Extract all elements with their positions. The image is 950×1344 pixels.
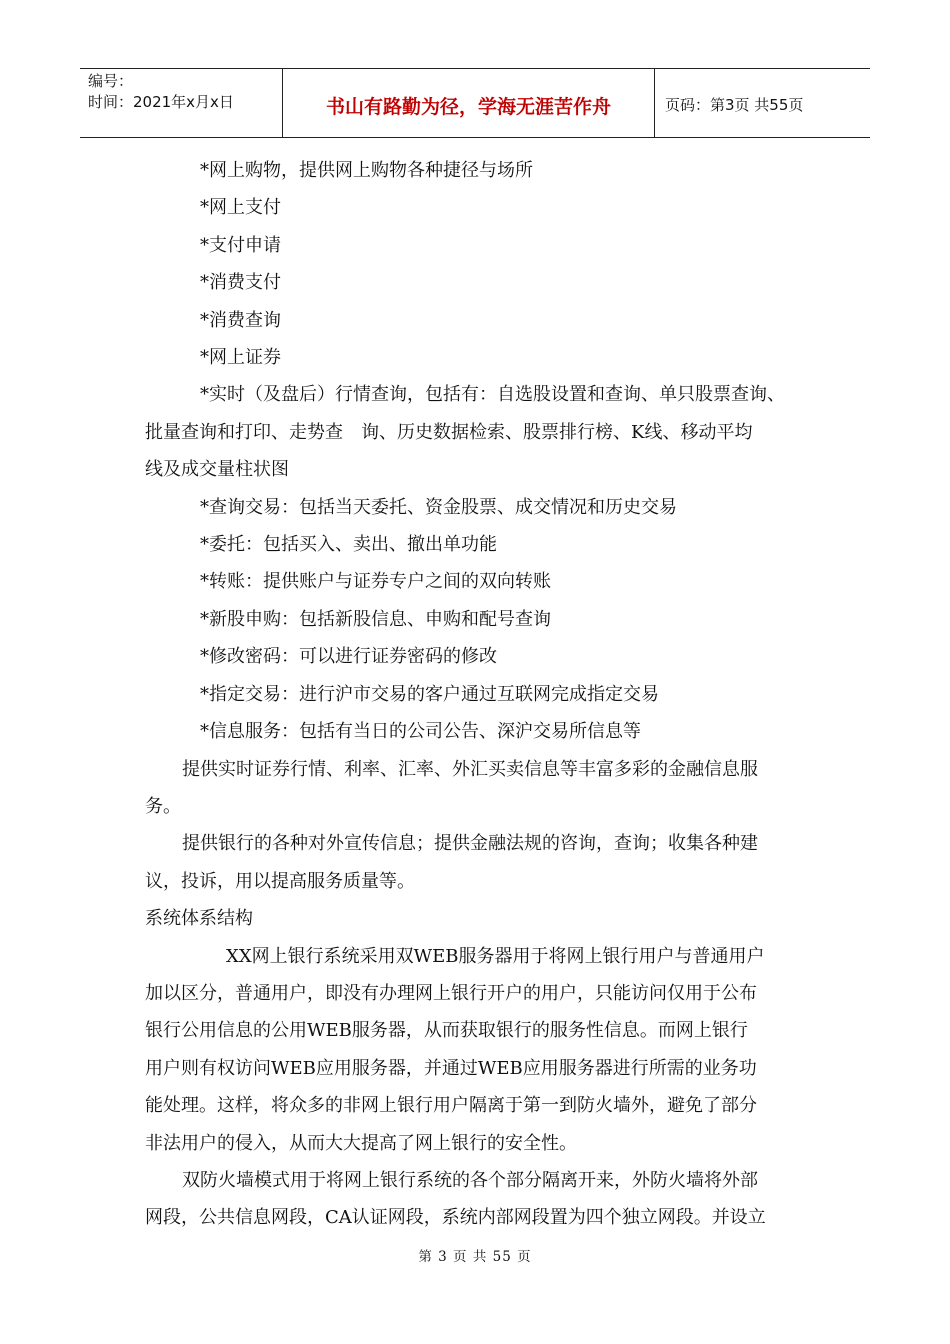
date-label: 时间：2021年x月x日: [88, 93, 234, 111]
paragraph-web-servers-5: 能处理。这样，将众多的非网上银行用户隔离于第一到防火墙外，避免了部分: [145, 1095, 757, 1117]
paragraph-financial-info: 提供实时证券行情、利率、汇率、外汇买卖信息等丰富多彩的金融信息服: [182, 758, 758, 780]
bullet-designated-trade: *指定交易：进行沪市交易的客户通过互联网完成指定交易: [200, 683, 659, 705]
bullet-ipo-subscription: *新股申购：包括新股信息、申购和配号查询: [200, 608, 551, 630]
bullet-realtime-quotes: *实时（及盘后）行情查询，包括有：自选股设置和查询、单只股票查询、: [200, 384, 785, 406]
realtime-quotes-continued-2: 线及成交量柱状图: [145, 459, 289, 481]
header-meta: [80, 69, 283, 137]
bullet-consumer-payment: *消费支付: [200, 272, 281, 294]
bullet-entrust: *委托：包括买入、卖出、撤出单功能: [200, 534, 497, 556]
page-header: [80, 68, 870, 138]
paragraph-web-servers-3: 银行公用信息的公用WEB服务器，从而获取银行的服务性信息。而网上银行: [145, 1020, 748, 1042]
bullet-change-password: *修改密码：可以进行证券密码的修改: [200, 646, 497, 668]
section-title: 系统体系结构: [145, 908, 253, 930]
paragraph-firewall-2: 网段，公共信息网段，CA认证网段，系统内部网段置为四个独立网段。并设立: [145, 1207, 766, 1229]
bullet-consumer-query: *消费查询: [200, 309, 281, 331]
paragraph-web-servers-4: 用户则有权访问WEB应用服务器，并通过WEB应用服务器进行所需的业务功: [145, 1057, 757, 1079]
header-motto: 书山有路勤为径，学海无涯苦作舟: [283, 69, 655, 137]
bullet-online-payment: *网上支付: [200, 197, 281, 219]
bullet-trade-query: *查询交易：包括当天委托、资金股票、成交情况和历史交易: [200, 496, 677, 518]
bullet-payment-request: *支付申请: [200, 234, 281, 256]
bullet-online-shopping: *网上购物，提供网上购物各种捷径与场所: [200, 160, 533, 181]
page-footer: 第 3 页 共 55 页: [418, 1249, 532, 1265]
bullet-transfer: *转账：提供账户与证券专户之间的双向转账: [200, 571, 551, 593]
realtime-quotes-continued-1: 批量查询和打印、走势查 询、历史数据检索、股票排行榜、K线、移动平均: [145, 421, 753, 443]
bullet-information-service: *信息服务：包括有当日的公司公告、深沪交易所信息等: [200, 721, 641, 743]
paragraph-firewall-1: 双防火墙模式用于将网上银行系统的各个部分隔离开来，外防火墙将外部: [182, 1169, 758, 1191]
paragraph-financial-info-cont: 务。: [145, 795, 181, 817]
paragraph-bank-promotion-cont: 议，投诉，用以提高服务质量等。: [145, 870, 415, 892]
paragraph-web-servers-6: 非法用户的侵入，从而大大提高了网上银行的安全性。: [145, 1132, 577, 1154]
document-body: [145, 152, 810, 1237]
bullet-online-securities: *网上证券: [200, 347, 281, 369]
code-label: 编号：: [88, 72, 134, 90]
paragraph-bank-promotion: 提供银行的各种对外宣传信息；提供金融法规的咨询，查询；收集各种建: [182, 833, 758, 855]
paragraph-web-servers-2: 加以区分，普通用户，即没有办理网上银行开户的用户，只能访问仅用于公布: [145, 982, 757, 1004]
paragraph-web-servers-1: XX网上银行系统采用双WEB服务器用于将网上银行用户与普通用户: [226, 945, 765, 967]
header-page-number: 页码：第3页 共55页: [665, 95, 804, 114]
